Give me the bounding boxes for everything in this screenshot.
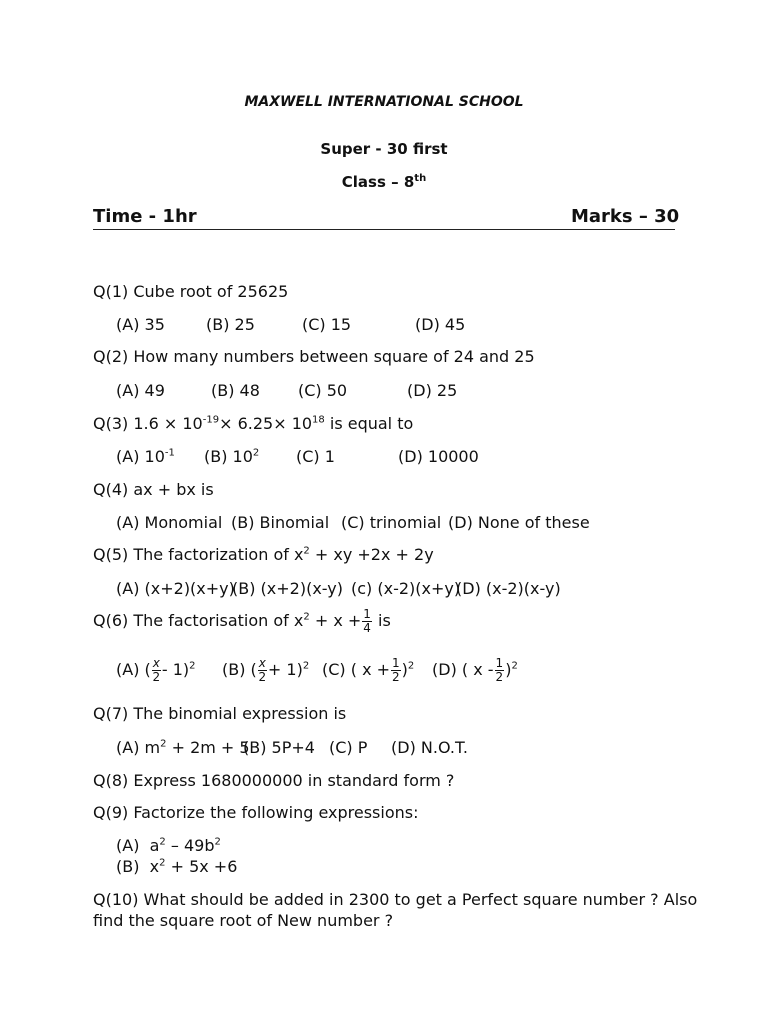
question-10-line-1: Q(10) What should be added in 2300 to get a Perfect square number ? Also [93, 890, 698, 909]
question-10-line-2: find the square root of New number ? [93, 911, 394, 930]
q3-option-d: (D) 10000 [398, 447, 479, 466]
q1-option-b: (B) 25 [206, 315, 255, 334]
q9-part-b: (B) $x^2 + 5x +6$ [116, 857, 238, 876]
fraction-one-quarter: $\frac{1}{4}$ [363, 607, 371, 635]
q5-option-a: (A) (x+2)(x+y) [116, 579, 235, 598]
q6-option-c: (C) ( x + $\frac{1}{2}$ )$^2$ [322, 656, 415, 684]
fraction-x-over-2: $\frac{x}{2}$ [152, 656, 161, 684]
q1-option-a: (A) 35 [116, 315, 165, 334]
marks-label: Marks – 30 [571, 206, 680, 227]
q5-option-d: (D) (x-2)(x-y) [456, 579, 561, 598]
q3-option-b: (B) $10^2$ [204, 447, 260, 466]
question-6: Q(6) The factorisation of $x^2 + x$ + $\frac{1}{4}$ is [93, 607, 391, 635]
header-divider [93, 229, 675, 230]
q6-option-d: (D) ( x - $\frac{1}{2}$ )$^2$ [432, 656, 518, 684]
class-label: Class – 8th [341, 173, 427, 191]
question-5: Q(5) The factorization of $x^2$ + xy +2x + 2y [93, 545, 434, 564]
q6-option-b: (B) ( $\frac{x}{2}$ + 1)$^2$ [222, 656, 310, 684]
q2-option-b: (B) 48 [211, 381, 260, 400]
question-9: Q(9) Factorize the following expressions: [93, 803, 419, 822]
q7-option-a: (A) $m^2 + 2m + 5$ [116, 738, 250, 757]
q6-option-a: (A) ( $\frac{x}{2}$ - 1)$^2$ [116, 656, 196, 684]
q7-option-c: (C) P [329, 738, 368, 757]
school-name: MAXWELL INTERNATIONAL SCHOOL [244, 94, 524, 110]
q3-option-c: (C) 1 [296, 447, 335, 466]
q4-option-c: (C) trinomial [341, 513, 442, 532]
question-8: Q(8) Express 1680000000 in standard form ? [93, 771, 455, 790]
question-1: Q(1) Cube root of 25625 [93, 282, 289, 301]
q1-option-d: (D) 45 [415, 315, 466, 334]
q4-option-a: (A) Monomial [116, 513, 223, 532]
q4-option-d: (D) None of these [448, 513, 590, 532]
q5-option-b: (B) (x+2)(x-y) [232, 579, 343, 598]
q9-part-a: (A) $a^2 - 49b^2$ [116, 836, 221, 855]
q5-option-c: (c) (x-2)(x+y) [351, 579, 461, 598]
question-7: Q(7) The binomial expression is [93, 704, 347, 723]
fraction-one-half: $\frac{1}{2}$ [495, 656, 504, 684]
q7-option-d: (D) N.O.T. [391, 738, 468, 757]
question-3: Q(3) $1.6 \times 10^{-19}\times 6.25\times 10^{18}$ is equal to [93, 414, 414, 433]
q2-option-c: (C) 50 [298, 381, 348, 400]
time-label: Time - 1hr [93, 206, 197, 227]
q4-option-b: (B) Binomial [231, 513, 330, 532]
fraction-one-half: $\frac{1}{2}$ [392, 656, 400, 684]
q3-option-a: (A) $10^{-1}$ [116, 447, 175, 466]
q2-option-a: (A) 49 [116, 381, 165, 400]
q1-option-c: (C) 15 [302, 315, 352, 334]
question-2: Q(2) How many numbers between square of 24 and 25 [93, 347, 535, 366]
fraction-x-over-2: $\frac{x}{2}$ [258, 656, 267, 684]
paper-title: Super - 30 first [320, 140, 448, 158]
q7-option-b: (B) 5P+4 [243, 738, 315, 757]
question-4: Q(4) ax + bx is [93, 480, 214, 499]
q2-option-d: (D) 25 [407, 381, 458, 400]
